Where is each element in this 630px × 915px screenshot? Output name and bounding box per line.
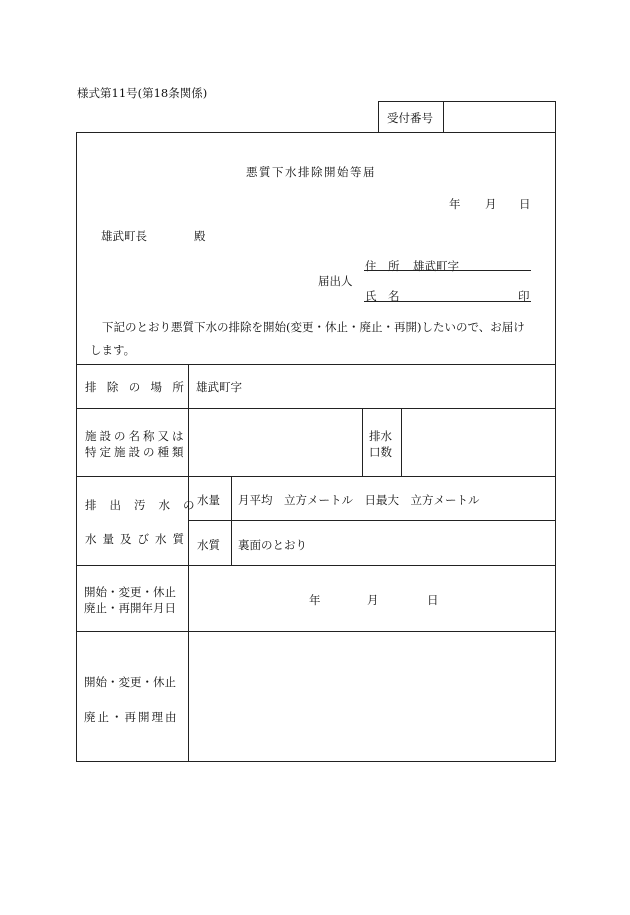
address-label: 住 所 xyxy=(365,259,400,273)
facility-label-line2: 特定施設の種類 xyxy=(85,445,187,459)
facility-value[interactable] xyxy=(192,412,358,472)
start-date-label-line1: 開始・変更・休止 xyxy=(84,585,176,599)
reason-label-line1: 開始・変更・休止 xyxy=(84,675,176,689)
date-year: 年 xyxy=(449,197,461,211)
water-quantity-label: 水量 xyxy=(197,493,220,507)
outlets-label-line2: 口数 xyxy=(369,445,392,459)
seal-mark: 印 xyxy=(518,289,530,303)
location-label: 排除の場所 xyxy=(85,380,195,394)
start-date-year[interactable]: 年 xyxy=(309,593,321,607)
receipt-number-label: 受付番号 xyxy=(387,111,433,125)
reason-label-line2: 廃止・再開理由 xyxy=(84,710,179,724)
form-title: 悪質下水排除開始等届 xyxy=(246,165,376,179)
body-text-line1: 下記のとおり悪質下水の排除を開始(変更・休止・廃止・再開)したいので、お届け xyxy=(102,320,525,334)
start-date-day[interactable]: 日 xyxy=(427,593,439,607)
outlets-label-line1: 排水 xyxy=(369,429,392,443)
address-value[interactable]: 雄武町字 xyxy=(413,259,459,273)
outlets-value[interactable] xyxy=(405,412,551,472)
water-quality-label: 水質 xyxy=(197,538,220,552)
water-quantity-value[interactable]: 月平均 立方メートル 日最大 立方メートル xyxy=(238,493,480,507)
reason-value[interactable] xyxy=(192,636,550,756)
name-label: 氏 名 xyxy=(365,289,400,303)
form-number: 様式第11号(第18条関係) xyxy=(77,86,208,100)
water-label-line2: 水量及び水質 xyxy=(85,532,190,546)
date-day: 日 xyxy=(519,197,531,211)
facility-label-line1: 施設の名称又は xyxy=(85,429,187,443)
notifier-label: 届出人 xyxy=(318,274,353,288)
water-quality-value[interactable]: 裏面のとおり xyxy=(238,538,307,552)
location-value[interactable]: 雄武町字 xyxy=(196,380,242,394)
addressee-honorific: 殿 xyxy=(194,229,206,243)
start-date-month[interactable]: 月 xyxy=(367,593,379,607)
body-text-line2: します。 xyxy=(90,343,136,357)
water-label-line1: 排出汚水の xyxy=(85,498,208,512)
start-date-label-line2: 廃止・再開年月日 xyxy=(84,601,176,615)
receipt-number-field[interactable] xyxy=(450,110,550,126)
addressee-name: 雄武町長 xyxy=(101,229,147,243)
date-month: 月 xyxy=(485,197,497,211)
